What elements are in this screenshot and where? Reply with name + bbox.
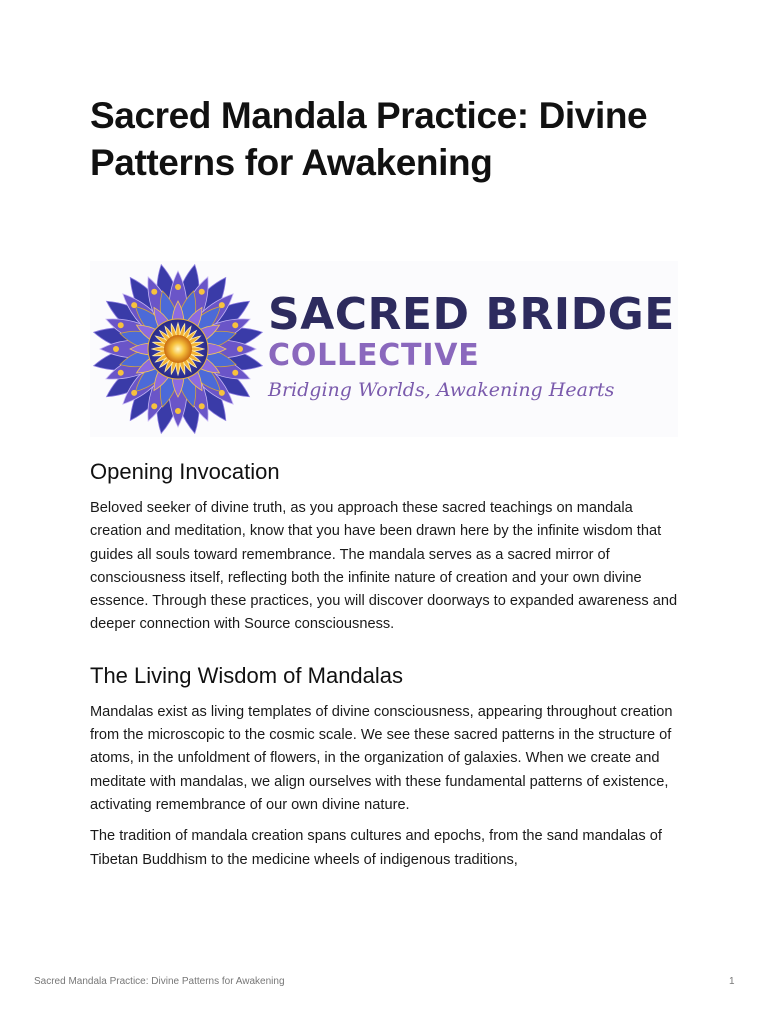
brand-title: SACRED BRIDGE <box>268 289 675 340</box>
page-number: 1 <box>729 976 735 987</box>
footer-title: Sacred Mandala Practice: Divine Patterns for Awakening <box>34 976 285 987</box>
paragraph: The tradition of mandala creation spans cultures and epochs, from the sand mandalas of Tibetan Buddhism to the medicine wheels of indigenous traditions, <box>90 828 662 868</box>
paragraph: Beloved seeker of divine truth, as you approach these sacred teachings on mandala creation and meditation, know that you have been drawn here by the infinite wisdom that guides all souls toward remembrance. The mandala serves as a sacred mirror of consciousness itself, reflecting both the infinite nature of creation and your own divine essence. Through these practices, you will discover doorways to expanded awareness and deeper connection with Source consciousness. <box>90 500 678 633</box>
brand-wordmark <box>268 291 675 405</box>
section-heading-opening-invocation: Opening Invocation <box>90 459 280 484</box>
section-heading-living-wisdom: The Living Wisdom of Mandalas <box>90 662 404 688</box>
brand-subtitle: COLLECTIVE <box>268 338 480 373</box>
paragraph: Mandalas exist as living templates of divine consciousness, appearing throughout creation from the microscopic to the cosmic scale. We see these sacred patterns in the structure of atoms, in the unfoldment of flowers, in the organization of galaxies. When we create and meditate with mandalas, we align ourselves with these fundamental patterns of existence, activating remembrance of our own divine nature. <box>90 703 673 813</box>
mandala-logo-icon <box>90 261 266 437</box>
brand-banner <box>90 261 678 437</box>
document-body <box>90 92 680 872</box>
brand-tagline: Bridging Worlds, Awakening Hearts <box>268 379 615 401</box>
document-title: Sacred Mandala Practice: Divine Patterns for Awakening <box>90 95 648 183</box>
